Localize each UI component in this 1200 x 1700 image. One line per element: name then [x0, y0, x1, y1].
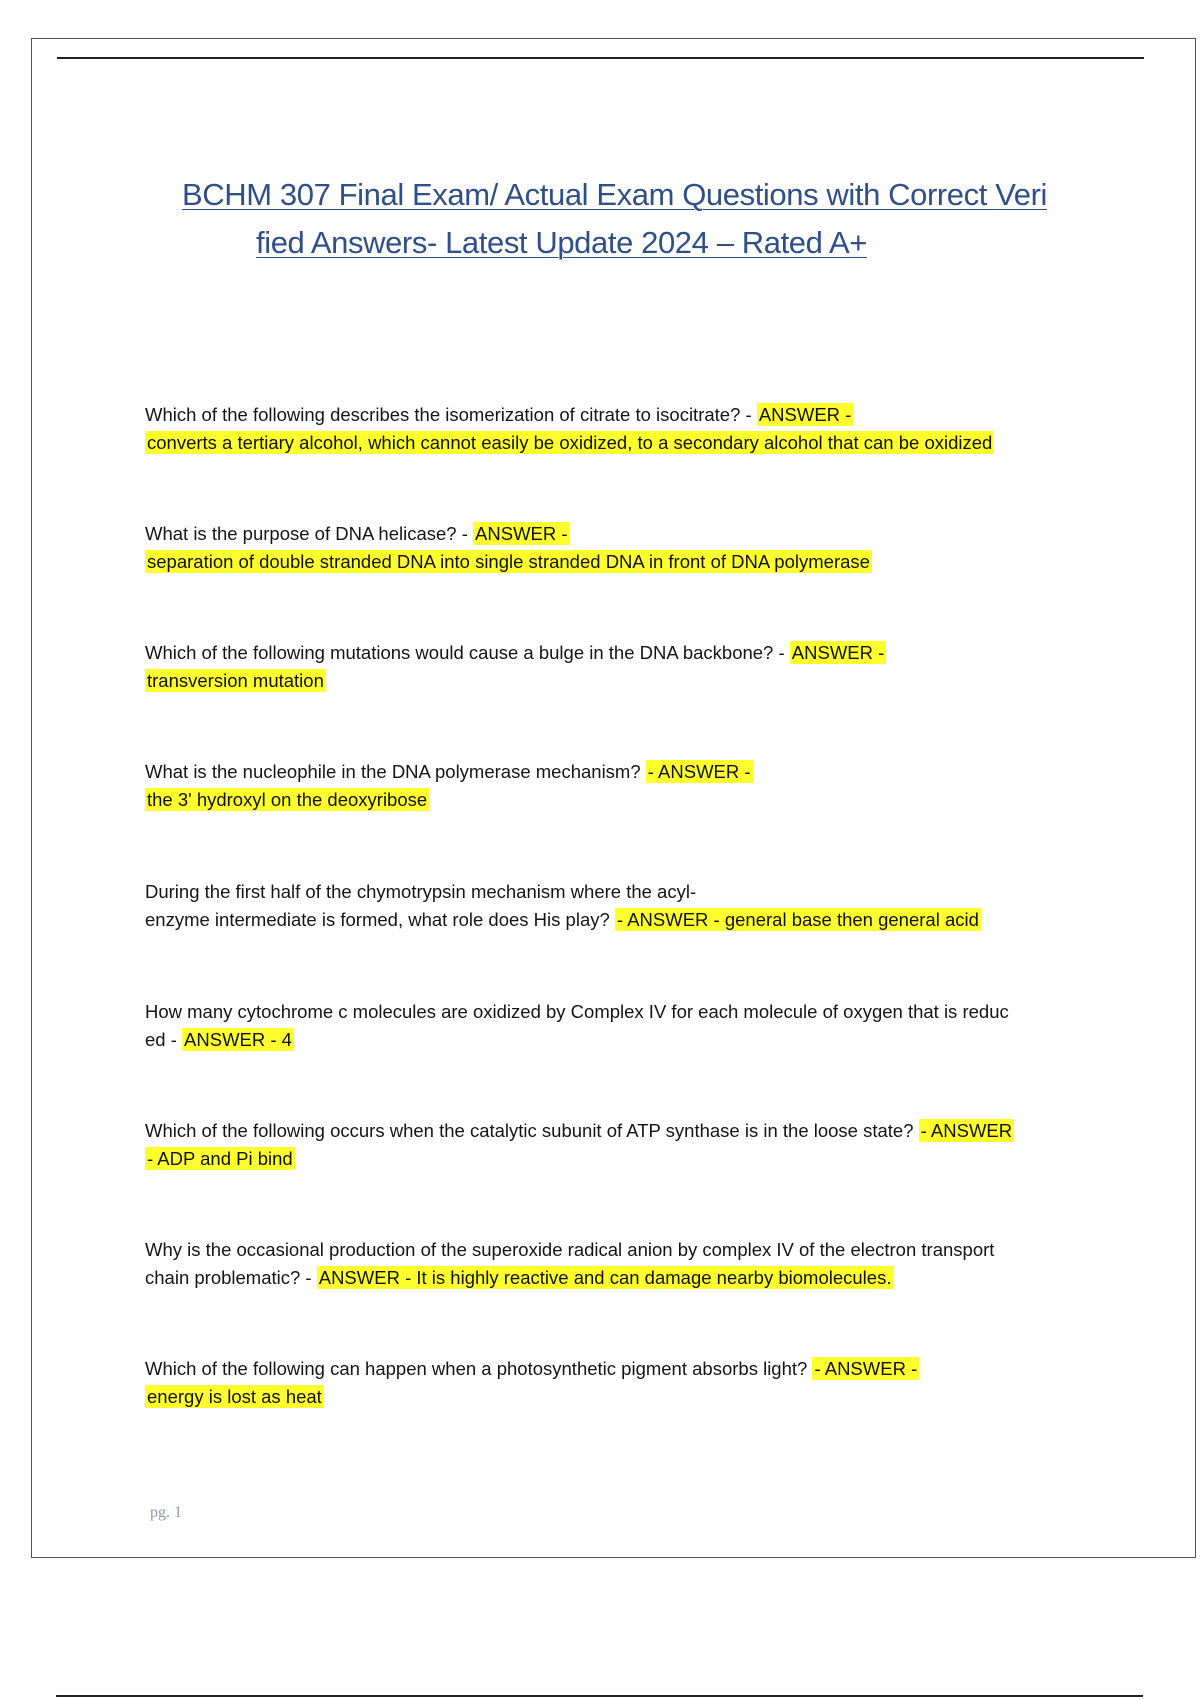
title-line-2-text: fied Answers- Latest Update 2024 – Rated A+: [256, 225, 867, 260]
question-text-cont: enzyme intermediate is formed, what role does His play?: [145, 909, 615, 930]
question-text: Which of the following occurs when the catalytic subunit of ATP synthase is in the loose state?: [145, 1120, 919, 1141]
question-text: What is the nucleophile in the DNA polymerase mechanism?: [145, 761, 646, 782]
page-number: pg. 1: [150, 1504, 182, 1521]
answer-label: - ANSWER -: [814, 1358, 918, 1379]
qa-item-1: [145, 401, 1115, 457]
answer-label: ANSWER -: [475, 523, 568, 544]
title-line-1-text-end: Veri: [995, 177, 1048, 212]
title-line-1: [182, 171, 1122, 219]
answer-text: separation of double stranded DNA into single stranded DNA in front of DNA polymerase: [147, 551, 870, 572]
qa-item-3: [145, 639, 1115, 695]
answer-label: - ANSWER -: [647, 761, 751, 782]
next-page-rule: [56, 1695, 1143, 1697]
question-text: How many cytochrome c molecules are oxidized by Complex IV for each molecule of oxygen that is reduc: [145, 1001, 1009, 1022]
answer-text: ANSWER - 4: [184, 1029, 292, 1050]
question-text: Which of the following can happen when a photosynthetic pigment absorbs light?: [145, 1358, 813, 1379]
answer-text: ANSWER - It is highly reactive and can damage nearby biomolecules.: [318, 1267, 892, 1288]
answer-text: - ADP and Pi bind: [147, 1148, 293, 1169]
document-page: [31, 38, 1196, 1558]
question-text: Why is the occasional production of the superoxide radical anion by complex IV of the electron transport: [145, 1239, 995, 1260]
answer-label: ANSWER -: [758, 404, 852, 425]
question-text-cont: ed -: [145, 1029, 183, 1050]
answer-text: converts a tertiary alcohol, which cannot easily be oxidized, to a secondary alcohol that can be oxidized: [147, 432, 993, 453]
question-text: Which of the following mutations would cause a bulge in the DNA backbone? -: [145, 642, 790, 663]
qa-item-4: [145, 758, 1115, 814]
header-rule: [57, 57, 1144, 59]
question-text: What is the purpose of DNA helicase? -: [145, 523, 474, 544]
qa-item-8: [145, 1236, 1115, 1292]
title-line-1-text: BCHM 307 Final Exam/ Actual Exam Questions with Correct: [182, 177, 996, 212]
answer-text: energy is lost as heat: [147, 1386, 322, 1407]
question-text: Which of the following describes the isomerization of citrate to isocitrate? -: [145, 404, 757, 425]
answer-text: - ANSWER - general base then general acid: [616, 909, 979, 930]
answer-label: ANSWER -: [791, 642, 885, 663]
answer-text: transversion mutation: [147, 670, 324, 691]
question-text-cont: chain problematic? -: [145, 1267, 317, 1288]
qa-item-9: [145, 1355, 1115, 1411]
answer-text: the 3' hydroxyl on the deoxyribose: [147, 789, 428, 810]
title-line-2: [182, 219, 1122, 267]
qa-item-6: [145, 998, 1115, 1054]
document-title: [182, 171, 1122, 267]
qa-item-5: [145, 878, 1115, 934]
qa-item-2: [145, 520, 1115, 576]
answer-label: - ANSWER: [920, 1120, 1013, 1141]
qa-item-7: [145, 1117, 1115, 1173]
question-text: During the first half of the chymotrypsin mechanism where the acyl-: [145, 881, 697, 902]
